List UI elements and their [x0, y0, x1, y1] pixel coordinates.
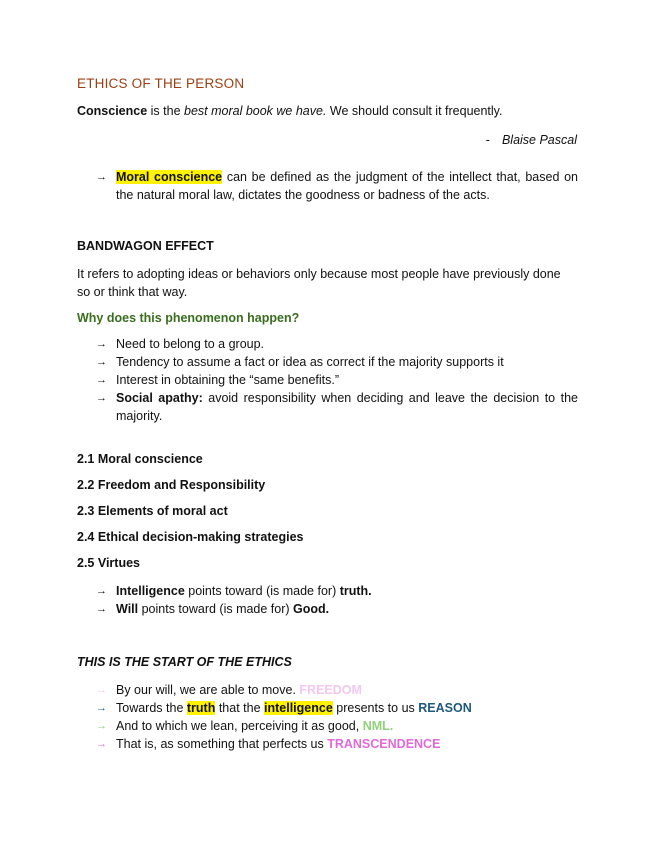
quote-tail: We should consult it frequently.: [326, 104, 503, 118]
why-heading: Why does this phenomenon happen?: [77, 311, 300, 325]
start-text: that the: [215, 701, 264, 715]
list-item: [96, 389, 578, 425]
nml-keyword: NML.: [362, 719, 394, 733]
start-heading: THIS IS THE START OF THE ETHICS: [77, 655, 292, 669]
reason-text: Tendency to assume a fact or idea as correct if the majority supports it: [116, 355, 504, 369]
reason-keyword: REASON: [418, 701, 472, 715]
definition-highlight: Moral conscience: [116, 170, 223, 184]
intelligence-highlight: intelligence: [264, 701, 333, 715]
list-item: [96, 353, 578, 371]
list-item: [96, 681, 578, 699]
list-item: [96, 371, 578, 389]
start-text: That is, as something that perfects us: [116, 737, 328, 751]
freedom-keyword: FREEDOM: [299, 683, 362, 697]
arrow-icon: →: [96, 702, 107, 714]
arrow-icon: →: [96, 720, 107, 732]
virtues-list: [96, 582, 578, 618]
list-item: [96, 335, 578, 353]
bandwagon-heading: BANDWAGON EFFECT: [77, 239, 214, 253]
quote-mid: is the: [147, 104, 184, 118]
start-text: presents to us: [332, 701, 419, 715]
transcendence-keyword: TRANSCENDENCE: [327, 737, 441, 751]
definition-text: can be defined as the judgment of the intellect that, based on the natural moral law, dictates the goodness or badness of the acts.: [116, 170, 578, 202]
reasons-list: [96, 335, 578, 425]
list-item: [96, 735, 578, 753]
virtue-bold: Intelligence: [116, 584, 185, 598]
reason-text: Interest in obtaining the “same benefits.”: [116, 373, 340, 387]
arrow-icon: →: [96, 392, 107, 404]
arrow-icon: →: [96, 738, 107, 750]
section-heading: 2.2 Freedom and Responsibility: [77, 478, 266, 492]
virtue-end: truth.: [339, 584, 372, 598]
quote-author: Blaise Pascal: [501, 133, 577, 147]
truth-highlight: truth: [186, 701, 216, 715]
quote-attribution: [486, 133, 577, 147]
quote-italic: best moral book we have.: [184, 104, 327, 118]
virtue-end: Good.: [293, 602, 330, 616]
apathy-text: avoid responsibility when deciding and leave the decision to the majority.: [116, 391, 578, 423]
list-item: [96, 717, 578, 735]
virtue-bold: Will: [116, 602, 139, 616]
arrow-icon: →: [96, 374, 107, 386]
arrow-icon: →: [96, 684, 107, 696]
section-heading: 2.4 Ethical decision-making strategies: [77, 530, 304, 544]
start-text: And to which we lean, perceiving it as good,: [116, 719, 363, 733]
list-item: [96, 582, 578, 600]
list-item: [96, 168, 578, 204]
arrow-icon: →: [96, 338, 107, 350]
arrow-icon: →: [96, 171, 107, 183]
reason-text: Need to belong to a group.: [116, 337, 265, 351]
quote-dash: -: [485, 133, 490, 147]
arrow-icon: →: [96, 585, 107, 597]
list-item: [96, 699, 578, 717]
section-heading: 2.3 Elements of moral act: [77, 504, 228, 518]
list-item: [96, 600, 578, 618]
virtue-text: points toward (is made for): [138, 602, 294, 616]
page-title: ETHICS OF THE PERSON: [77, 76, 245, 91]
start-list: [96, 681, 578, 753]
virtue-text: points toward (is made for): [184, 584, 340, 598]
quote-line: [77, 104, 502, 118]
arrow-icon: →: [96, 356, 107, 368]
bandwagon-text: It refers to adopting ideas or behaviors only because most people have previously done so or think that way.: [77, 267, 561, 299]
section-heading: 2.1 Moral conscience: [77, 452, 203, 466]
quote-bold: Conscience: [77, 104, 148, 118]
start-text: By our will, we are able to move.: [116, 683, 300, 697]
start-text: Towards the: [116, 701, 187, 715]
arrow-icon: →: [96, 603, 107, 615]
section-heading: 2.5 Virtues: [77, 556, 141, 570]
apathy-bold: Social apathy:: [116, 391, 203, 405]
definition-list: [96, 168, 578, 204]
